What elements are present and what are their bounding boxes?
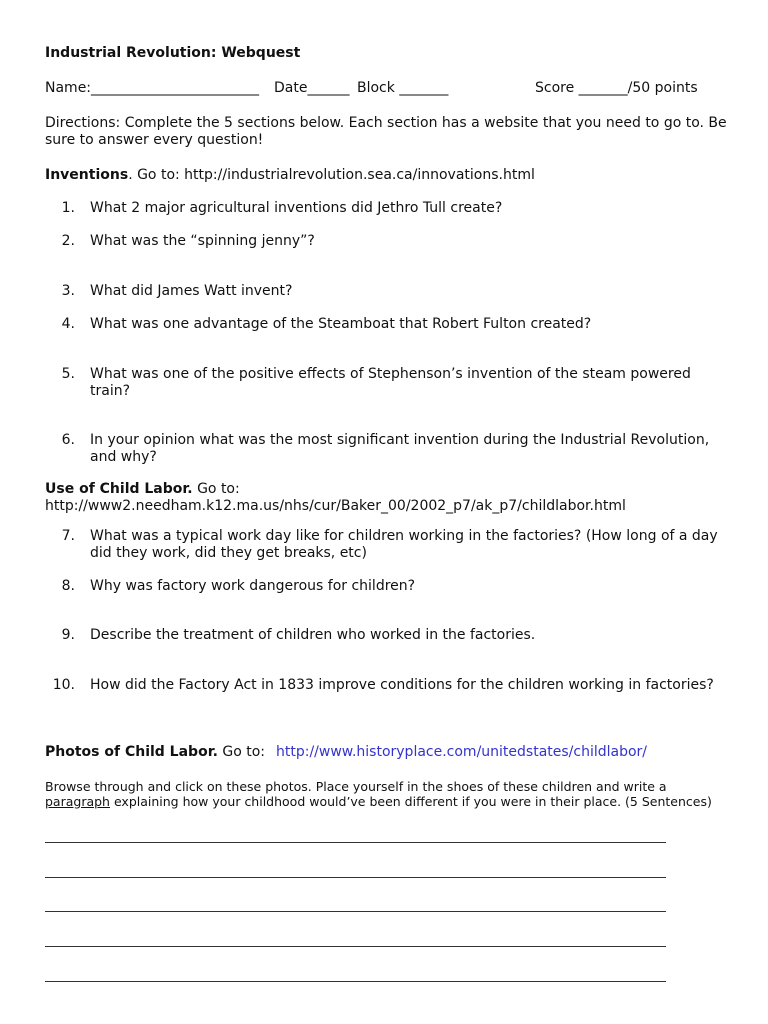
question-number: 6.	[61, 432, 75, 448]
answer-line[interactable]	[45, 842, 666, 843]
instructions-underlined-word: paragraph	[45, 794, 110, 809]
question-text: In your opinion what was the most significant invention during the Industrial Revolution, and why?	[90, 432, 710, 465]
answer-line[interactable]	[45, 877, 666, 878]
date-field-label[interactable]: Date______	[274, 80, 350, 96]
directions-text: Directions: Complete the 5 sections below. Each section has a website that you need to go to. Be sure to answer every question!	[45, 115, 727, 148]
question-text: What was one advantage of the Steamboat that Robert Fulton created?	[90, 316, 592, 332]
question-number: 1.	[61, 200, 75, 216]
question-number: 9.	[61, 627, 75, 643]
question-text: Describe the treatment of children who worked in the factories.	[90, 627, 536, 643]
instructions-text-start: Browse through and click on these photos. Place yourself in the shoes of these children and write a	[45, 779, 667, 794]
question-text: What did James Watt invent?	[90, 283, 293, 299]
question-number: 3.	[61, 283, 75, 299]
question-number: 8.	[61, 578, 75, 594]
question-number: 5.	[61, 366, 75, 382]
answer-line[interactable]	[45, 981, 666, 982]
answer-line[interactable]	[45, 946, 666, 947]
question-text: How did the Factory Act in 1833 improve conditions for the children working in factories?	[90, 677, 714, 693]
question-number: 2.	[61, 233, 75, 249]
question-text: What was one of the positive effects of Stephenson’s invention of the steam powered train?	[90, 366, 691, 399]
question-text: What was a typical work day like for children working in the factories? (How long of a day did they work, did they get breaks, etc)	[90, 528, 718, 561]
instructions-text-end: explaining how your childhood would’ve been different if you were in their place. (5 Sentences)	[109, 794, 712, 809]
child-labor-heading	[45, 481, 735, 498]
question-number: 7.	[61, 528, 75, 544]
child-labor-title: Use of Child Labor.	[45, 481, 193, 497]
question-number: 4.	[61, 316, 75, 332]
question-text: What was the “spinning jenny”?	[90, 233, 315, 249]
inventions-heading	[45, 167, 735, 184]
child-labor-goto: Go to:	[192, 481, 240, 497]
child-labor-url[interactable]: http://www2.needham.k12.ma.us/nhs/cur/Baker_00/2002_p7/ak_p7/childlabor.html	[45, 498, 626, 514]
score-field-label: Score _______/50 points	[535, 80, 698, 96]
inventions-goto: . Go to: http://industrialrevolution.sea.ca/innovations.html	[128, 167, 535, 183]
question-text: What 2 major agricultural inventions did Jethro Tull create?	[90, 200, 503, 216]
question-text: Why was factory work dangerous for children?	[90, 578, 416, 594]
name-field-label[interactable]: Name:________________________	[45, 80, 260, 96]
block-field-label[interactable]: Block _______	[357, 80, 449, 96]
inventions-title: Inventions	[45, 167, 129, 183]
photos-url-link[interactable]: http://www.historyplace.com/unitedstates/childlabor/	[276, 744, 648, 760]
answer-line[interactable]	[45, 911, 666, 912]
photos-instructions	[45, 779, 735, 809]
photos-title: Photos of Child Labor.	[45, 744, 218, 760]
page-title: Industrial Revolution: Webquest	[45, 45, 301, 61]
header-fields	[45, 80, 735, 100]
question-number: 10.	[52, 677, 75, 693]
photos-heading	[45, 744, 265, 761]
photos-goto: Go to:	[217, 744, 266, 760]
